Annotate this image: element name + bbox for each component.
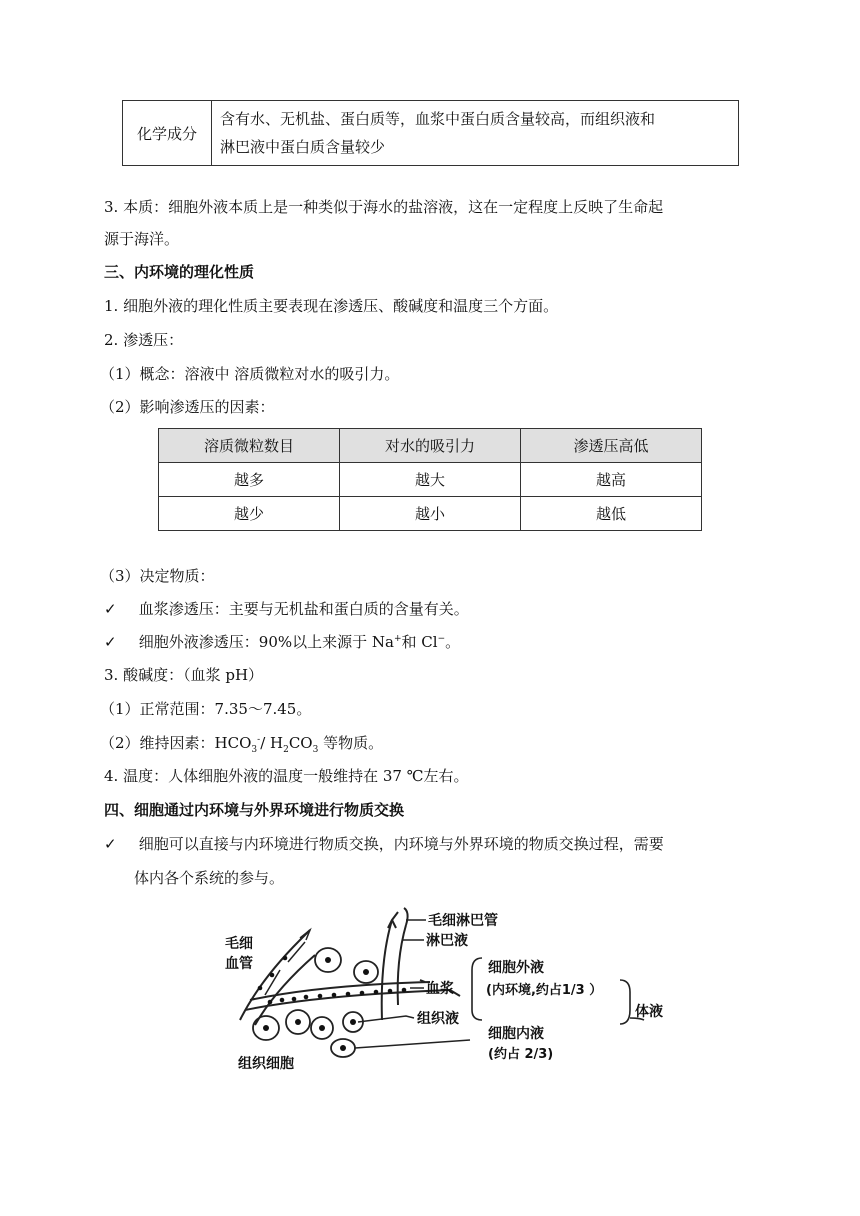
table-header-row (159, 429, 702, 463)
check-item-text: 细胞可以直接与内环境进行物质交换，内环境与外界环境的物质交换过程，需要 (138, 835, 664, 853)
essence-line-2: 源于海洋。 (104, 230, 180, 248)
flow-arrows (265, 930, 310, 995)
check-item-text: 和 Cl (401, 633, 438, 651)
check-item-text: 。 (445, 633, 461, 651)
label-lymph: 淋巴液 (426, 933, 468, 949)
text: CO (288, 734, 313, 752)
label-intracellular-ratio: (约占 2/3) (488, 1047, 554, 1062)
table-header-cell: 渗透压高低 (521, 429, 702, 463)
cell-text-line: 淋巴液中蛋白质含量较少 (220, 138, 386, 156)
check-icon: ✓ (104, 835, 117, 853)
text: / H (260, 734, 284, 752)
paragraph-3: 3. 酸碱度：（血浆 pH） (104, 666, 264, 684)
check-item-text: 血浆渗透压：主要与无机盐和蛋白质的含量有关。 (138, 600, 469, 618)
label-tissue-fluid: 组织液 (417, 1011, 459, 1027)
osmotic-pressure-table (158, 428, 702, 531)
subscript: 3 (312, 745, 319, 755)
table-header-cell: 对水的吸引力 (340, 429, 521, 463)
paragraph-2-1: （1）概念：溶液中 溶质微粒对水的吸引力。 (100, 365, 400, 383)
label-lymph-capillary: 毛细淋巴管 (428, 913, 498, 929)
label-capillary-1: 毛细 (225, 936, 253, 952)
check-item-1 (104, 599, 469, 619)
section-title-3: 三、内环境的理化性质 (104, 263, 255, 281)
body-fluid-diagram (170, 900, 690, 1080)
text: 等物质。 (318, 734, 384, 752)
label-capillary-2: 血管 (225, 956, 253, 972)
check-item-2 (104, 632, 460, 652)
table-cell: 越多 (159, 463, 340, 497)
label-internal-env: (内环境,约占1/3 ） (486, 983, 603, 998)
check-item-3 (104, 834, 664, 854)
paragraph-4: 4. 温度：人体细胞外液的温度一般维持在 37 ℃左右。 (104, 767, 469, 785)
label-extracellular: 细胞外液 (488, 960, 544, 976)
table-cell: 越低 (521, 497, 702, 531)
label-plasma: 血浆 (426, 981, 454, 997)
paragraph-2: 2. 渗透压： (104, 331, 184, 349)
table-header-cell: 化学成分 (123, 101, 212, 166)
label-body-fluid: 体液 (635, 1004, 663, 1020)
table-row (159, 497, 702, 531)
section-title-4: 四、细胞通过内环境与外界环境进行物质交换 (104, 801, 405, 819)
superscript: − (437, 634, 446, 644)
essence-line-1: 3. 本质：细胞外液本质上是一种类似于海水的盐溶液，这在一定程度上反映了生命起 (104, 198, 664, 216)
text: （2）维持因素：HCO (100, 734, 252, 752)
paragraph-3-2 (100, 733, 383, 753)
cell-text-line: 含有水、无机盐、蛋白质等，血浆中蛋白质含量较高，而组织液和 (220, 110, 656, 128)
check-icon: ✓ (104, 600, 117, 618)
superscript: + (393, 634, 402, 644)
paragraph-3-1: （1）正常范围：7.35～7.45。 (100, 700, 312, 718)
table-row (123, 101, 739, 166)
paragraph-2-3: （3）决定物质： (100, 567, 215, 585)
label-intracellular: 细胞内液 (488, 1026, 544, 1042)
paragraph-2-2: （2）影响渗透压的因素： (100, 398, 275, 416)
subscript: 2 (283, 745, 289, 755)
label-tissue-cell: 组织细胞 (238, 1056, 294, 1072)
lymph-capillary (382, 908, 408, 1020)
paragraph-1: 1. 细胞外液的理化性质主要表现在渗透压、酸碱度和温度三个方面。 (104, 297, 559, 315)
check-icon: ✓ (104, 633, 117, 651)
chemical-composition-table (122, 100, 739, 166)
table-cell: 越高 (521, 463, 702, 497)
superscript: - (257, 735, 261, 745)
table-row (159, 463, 702, 497)
table-cell: 越少 (159, 497, 340, 531)
table-cell: 越小 (340, 497, 521, 531)
check-item-3-continued: 体内各个系统的参与。 (134, 869, 285, 887)
table-cell (212, 101, 739, 166)
subscript: 3 (251, 745, 258, 755)
table-cell: 越大 (340, 463, 521, 497)
table-header-cell: 溶质微粒数目 (159, 429, 340, 463)
check-item-text: 细胞外液渗透压：90%以上来源于 Na (138, 633, 394, 651)
